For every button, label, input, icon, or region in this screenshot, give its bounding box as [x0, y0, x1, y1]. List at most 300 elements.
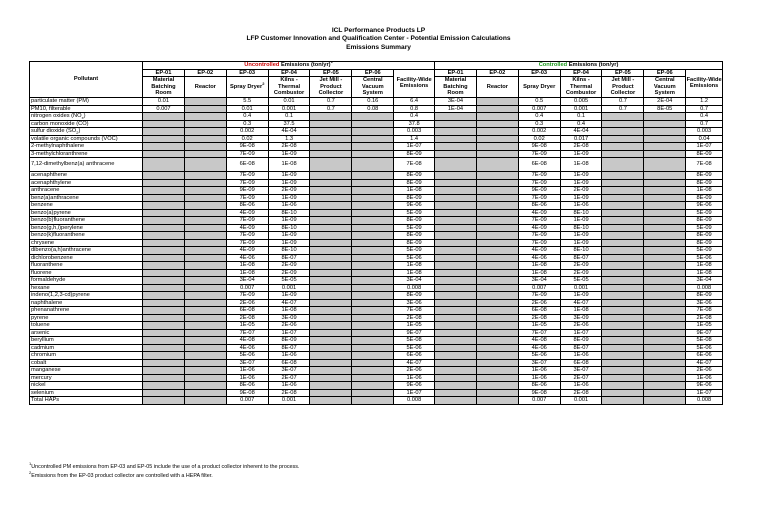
controlled-value-cell: [476, 262, 518, 270]
uncontrolled-value-cell: [143, 202, 185, 210]
uncontrolled-value-cell: [143, 299, 185, 307]
pollutant-name: toluene: [30, 322, 143, 330]
pollutant-name: pyrene: [30, 314, 143, 322]
uncontrolled-unit-code: EP-01: [143, 69, 185, 77]
uncontrolled-value-cell: 0.4: [394, 113, 435, 121]
controlled-value-cell: [476, 98, 518, 106]
controlled-value-cell: [644, 374, 686, 382]
uncontrolled-value-cell: [352, 322, 394, 330]
controlled-value-cell: 7E-07: [518, 329, 560, 337]
controlled-value-cell: [435, 202, 477, 210]
uncontrolled-value-cell: [310, 113, 352, 121]
controlled-value-cell: [602, 194, 644, 202]
uncontrolled-value-cell: 7E-09: [226, 150, 268, 158]
controlled-value-cell: [644, 209, 686, 217]
uncontrolled-value-cell: 0.001: [268, 397, 310, 405]
controlled-value-cell: [602, 352, 644, 360]
uncontrolled-value-cell: [143, 262, 185, 270]
uncontrolled-value-cell: 9E-08: [226, 389, 268, 397]
controlled-value-cell: [476, 307, 518, 315]
uncontrolled-value-cell: 5E-05: [268, 277, 310, 285]
uncontrolled-value-cell: 1E-09: [268, 239, 310, 247]
uncontrolled-value-cell: 1E-06: [268, 352, 310, 360]
uncontrolled-value-cell: 1.3: [268, 135, 310, 143]
controlled-value-cell: [602, 209, 644, 217]
uncontrolled-value-cell: 1E-06: [226, 374, 268, 382]
table-row: [30, 284, 723, 292]
controlled-value-cell: [644, 292, 686, 300]
uncontrolled-value-cell: 6E-08: [226, 158, 268, 172]
uncontrolled-value-cell: 3E-09: [268, 314, 310, 322]
uncontrolled-value-cell: 8E-09: [268, 337, 310, 345]
controlled-value-cell: 1E-06: [560, 202, 602, 210]
table-row: [30, 120, 723, 128]
controlled-value-cell: [435, 374, 477, 382]
uncontrolled-value-cell: 0.001: [268, 105, 310, 113]
uncontrolled-value-cell: [184, 247, 226, 255]
uncontrolled-value-cell: 8E-10: [268, 224, 310, 232]
controlled-value-cell: 8E-10: [560, 224, 602, 232]
controlled-value-cell: 0.7: [602, 98, 644, 106]
uncontrolled-value-cell: 0.001: [268, 284, 310, 292]
uncontrolled-value-cell: [143, 224, 185, 232]
controlled-value-cell: 6E-06: [686, 352, 723, 360]
uncontrolled-value-cell: [352, 120, 394, 128]
table-row: [30, 352, 723, 360]
controlled-value-cell: [476, 397, 518, 405]
controlled-value-cell: [476, 337, 518, 345]
uncontrolled-value-cell: 8E-09: [394, 217, 435, 225]
uncontrolled-value-cell: 3E-07: [268, 367, 310, 375]
pollutant-name: chromium: [30, 352, 143, 360]
uncontrolled-value-cell: 8E-09: [394, 194, 435, 202]
uncontrolled-value-cell: [352, 359, 394, 367]
controlled-value-cell: [476, 120, 518, 128]
controlled-value-cell: [644, 269, 686, 277]
uncontrolled-value-cell: [143, 135, 185, 143]
controlled-value-cell: [476, 247, 518, 255]
uncontrolled-value-cell: [310, 150, 352, 158]
pollutant-name: cobalt: [30, 359, 143, 367]
controlled-value-cell: [602, 150, 644, 158]
controlled-value-cell: 6E-08: [560, 359, 602, 367]
controlled-value-cell: 1E-08: [686, 187, 723, 195]
uncontrolled-value-cell: 8E-09: [394, 150, 435, 158]
controlled-value-cell: [476, 172, 518, 180]
controlled-value-cell: 0.4: [518, 113, 560, 121]
controlled-value-cell: 1E-09: [560, 179, 602, 187]
uncontrolled-value-cell: [310, 187, 352, 195]
uncontrolled-value-cell: 0.4: [226, 113, 268, 121]
pollutant-name: benzo(b)fluoranthene: [30, 217, 143, 225]
uncontrolled-value-cell: [310, 224, 352, 232]
controlled-value-cell: [435, 194, 477, 202]
uncontrolled-value-cell: 7E-09: [226, 179, 268, 187]
uncontrolled-value-cell: 3E-04: [226, 277, 268, 285]
uncontrolled-value-cell: [352, 172, 394, 180]
pollutant-name: naphthalene: [30, 299, 143, 307]
controlled-value-cell: 1E-05: [518, 322, 560, 330]
uncontrolled-value-cell: [352, 158, 394, 172]
controlled-group-header: [435, 62, 723, 70]
uncontrolled-value-cell: [352, 202, 394, 210]
uncontrolled-value-cell: 0.01: [143, 98, 185, 106]
uncontrolled-value-cell: [184, 202, 226, 210]
uncontrolled-value-cell: [352, 299, 394, 307]
pollutant-name: indeno(1,2,3-cd)pyrene: [30, 292, 143, 300]
uncontrolled-value-cell: [143, 397, 185, 405]
controlled-value-cell: 1E-09: [560, 194, 602, 202]
uncontrolled-value-cell: [310, 269, 352, 277]
controlled-value-cell: [644, 172, 686, 180]
uncontrolled-value-cell: [310, 344, 352, 352]
uncontrolled-value-cell: [143, 269, 185, 277]
controlled-unit-name: [560, 77, 602, 98]
controlled-value-cell: [644, 352, 686, 360]
uncontrolled-value-cell: [352, 262, 394, 270]
controlled-value-cell: 1E-06: [518, 374, 560, 382]
controlled-value-cell: 1E-09: [560, 232, 602, 240]
controlled-value-cell: 1E-06: [686, 374, 723, 382]
controlled-value-cell: [602, 359, 644, 367]
uncontrolled-value-cell: 0.008: [394, 284, 435, 292]
uncontrolled-value-cell: [310, 367, 352, 375]
table-row: [30, 344, 723, 352]
controlled-value-cell: 8E-09: [686, 179, 723, 187]
controlled-value-cell: [602, 389, 644, 397]
controlled-value-cell: [435, 337, 477, 345]
controlled-facility-wide-header: Facility-Wide Emissions: [686, 69, 723, 98]
uncontrolled-value-cell: 7E-09: [226, 292, 268, 300]
controlled-value-cell: 9E-06: [686, 202, 723, 210]
controlled-value-cell: [644, 299, 686, 307]
controlled-value-cell: 1E-08: [560, 307, 602, 315]
controlled-value-cell: [476, 217, 518, 225]
uncontrolled-value-cell: [184, 262, 226, 270]
controlled-value-cell: 8E-10: [560, 209, 602, 217]
controlled-value-cell: [602, 239, 644, 247]
uncontrolled-facility-wide-header: Facility-Wide Emissions: [394, 69, 435, 98]
uncontrolled-value-cell: 5E-06: [394, 344, 435, 352]
uncontrolled-value-cell: [143, 314, 185, 322]
controlled-value-cell: [602, 269, 644, 277]
pollutant-name: benzo(k)fluoranthene: [30, 232, 143, 240]
document-titles: [0, 27, 757, 52]
controlled-value-cell: [476, 113, 518, 121]
controlled-value-cell: 1.2: [686, 98, 723, 106]
controlled-value-cell: 0.007: [518, 397, 560, 405]
uncontrolled-value-cell: [143, 113, 185, 121]
uncontrolled-unit-name: [268, 77, 310, 98]
uncontrolled-value-cell: [184, 314, 226, 322]
subscript: x: [81, 115, 84, 120]
pollutant-name: dichlorobenzene: [30, 254, 143, 262]
unit-name-text: Spray Dryer: [523, 83, 556, 90]
controlled-value-cell: [602, 299, 644, 307]
pollutant-name: chrysene: [30, 239, 143, 247]
controlled-value-cell: [476, 202, 518, 210]
uncontrolled-value-cell: 4E-06: [226, 344, 268, 352]
controlled-value-cell: [435, 389, 477, 397]
table-row: [30, 397, 723, 405]
uncontrolled-value-cell: 7E-09: [226, 172, 268, 180]
table-row: [30, 105, 723, 113]
controlled-value-cell: 3E-09: [560, 314, 602, 322]
controlled-value-cell: 1E-08: [686, 262, 723, 270]
controlled-value-cell: 8E-05: [644, 105, 686, 113]
controlled-value-cell: 0.04: [686, 135, 723, 143]
uncontrolled-value-cell: [143, 128, 185, 136]
uncontrolled-value-cell: 0.008: [394, 397, 435, 405]
controlled-value-cell: [644, 262, 686, 270]
controlled-value-cell: 4E-04: [560, 128, 602, 136]
uncontrolled-value-cell: [352, 179, 394, 187]
uncontrolled-value-cell: [184, 322, 226, 330]
controlled-value-cell: [602, 113, 644, 121]
controlled-value-cell: [435, 217, 477, 225]
uncontrolled-value-cell: [143, 150, 185, 158]
emissions-table: [29, 61, 723, 405]
uncontrolled-value-cell: [310, 329, 352, 337]
controlled-value-cell: [602, 329, 644, 337]
uncontrolled-unit-name: [310, 77, 352, 98]
uncontrolled-value-cell: [352, 209, 394, 217]
controlled-value-cell: [435, 292, 477, 300]
controlled-value-cell: [644, 143, 686, 151]
uncontrolled-value-cell: 1E-09: [268, 194, 310, 202]
controlled-value-cell: [644, 389, 686, 397]
uncontrolled-value-cell: 8E-10: [268, 247, 310, 255]
controlled-value-cell: 7E-09: [518, 194, 560, 202]
controlled-value-cell: [435, 150, 477, 158]
table-row: [30, 239, 723, 247]
uncontrolled-value-cell: [352, 128, 394, 136]
uncontrolled-value-cell: 0.01: [226, 105, 268, 113]
controlled-value-cell: 8E-06: [518, 382, 560, 390]
uncontrolled-value-cell: [184, 135, 226, 143]
pollutant-name: arsenic: [30, 329, 143, 337]
uncontrolled-value-cell: [184, 217, 226, 225]
table-row: [30, 359, 723, 367]
controlled-value-cell: [602, 322, 644, 330]
uncontrolled-value-cell: [184, 389, 226, 397]
controlled-value-cell: [602, 262, 644, 270]
table-row: [30, 187, 723, 195]
controlled-value-cell: [476, 277, 518, 285]
uncontrolled-value-cell: [184, 113, 226, 121]
table-row: [30, 367, 723, 375]
uncontrolled-value-cell: [184, 344, 226, 352]
controlled-value-cell: 0.007: [518, 284, 560, 292]
controlled-value-cell: 1E-06: [518, 367, 560, 375]
controlled-value-cell: 5E-09: [686, 209, 723, 217]
controlled-unit-code: EP-02: [476, 69, 518, 77]
uncontrolled-value-cell: [352, 247, 394, 255]
pollutant-name: selenium: [30, 389, 143, 397]
table-row: [30, 158, 723, 172]
company-name: ICL Performance Products LP: [331, 27, 426, 34]
table-row: [30, 389, 723, 397]
uncontrolled-value-cell: [310, 232, 352, 240]
controlled-value-cell: [435, 359, 477, 367]
controlled-value-cell: [602, 187, 644, 195]
uncontrolled-value-cell: [184, 329, 226, 337]
uncontrolled-value-cell: [184, 292, 226, 300]
table-row: [30, 292, 723, 300]
uncontrolled-value-cell: [310, 239, 352, 247]
controlled-value-cell: [435, 299, 477, 307]
footnote-2: [29, 470, 213, 480]
unit-name-text: Reactor: [486, 83, 508, 90]
controlled-value-cell: 1E-07: [686, 143, 723, 151]
controlled-value-cell: 1E-08: [686, 269, 723, 277]
controlled-value-cell: [602, 179, 644, 187]
controlled-value-cell: [602, 374, 644, 382]
uncontrolled-value-cell: [310, 389, 352, 397]
pollutant-name: manganese: [30, 367, 143, 375]
uncontrolled-value-cell: 0.16: [352, 98, 394, 106]
table-row: [30, 209, 723, 217]
uncontrolled-value-cell: [352, 382, 394, 390]
controlled-value-cell: [644, 113, 686, 121]
controlled-value-cell: [476, 359, 518, 367]
uncontrolled-value-cell: [310, 397, 352, 405]
table-row: [30, 314, 723, 322]
controlled-value-cell: [602, 254, 644, 262]
controlled-value-cell: [644, 150, 686, 158]
uncontrolled-value-cell: [184, 98, 226, 106]
uncontrolled-value-cell: [352, 113, 394, 121]
controlled-value-cell: [476, 269, 518, 277]
pollutant-name: acenaphthylene: [30, 179, 143, 187]
controlled-value-cell: [476, 232, 518, 240]
uncontrolled-value-cell: [184, 367, 226, 375]
uncontrolled-value-cell: 7E-07: [226, 329, 268, 337]
uncontrolled-value-cell: [352, 367, 394, 375]
footnote-2-text: Emissions from the EP-03 product collector are controlled with a HEPA filter.: [31, 473, 213, 479]
controlled-value-cell: [435, 254, 477, 262]
uncontrolled-value-cell: [143, 187, 185, 195]
pollutant-name: anthracene: [30, 187, 143, 195]
uncontrolled-value-cell: 2E-08: [394, 314, 435, 322]
uncontrolled-value-cell: [352, 314, 394, 322]
controlled-value-cell: [644, 187, 686, 195]
controlled-value-cell: [435, 172, 477, 180]
controlled-value-cell: 7E-09: [518, 217, 560, 225]
uncontrolled-value-cell: 6E-08: [226, 307, 268, 315]
uncontrolled-value-cell: [143, 359, 185, 367]
uncontrolled-value-cell: 8E-09: [394, 172, 435, 180]
controlled-value-cell: 9E-06: [686, 382, 723, 390]
uncontrolled-value-cell: [310, 322, 352, 330]
uncontrolled-value-cell: [184, 194, 226, 202]
uncontrolled-value-cell: [310, 262, 352, 270]
controlled-value-cell: [476, 209, 518, 217]
uncontrolled-value-cell: [184, 337, 226, 345]
unit-name-text: Central Vacuum System: [361, 77, 384, 97]
uncontrolled-value-cell: [352, 292, 394, 300]
controlled-value-cell: [602, 158, 644, 172]
controlled-value-cell: [602, 337, 644, 345]
controlled-value-cell: [435, 187, 477, 195]
uncontrolled-value-cell: [352, 269, 394, 277]
controlled-value-cell: 5E-09: [686, 224, 723, 232]
uncontrolled-value-cell: [310, 194, 352, 202]
table-row: [30, 179, 723, 187]
uncontrolled-value-cell: 2E-09: [268, 269, 310, 277]
unit-name-text: Central Vacuum System: [653, 77, 676, 97]
controlled-value-cell: [644, 337, 686, 345]
controlled-value-cell: [602, 217, 644, 225]
uncontrolled-value-cell: 1E-05: [226, 322, 268, 330]
uncontrolled-value-cell: [352, 329, 394, 337]
controlled-value-cell: [435, 382, 477, 390]
uncontrolled-value-cell: [184, 232, 226, 240]
controlled-value-cell: [476, 292, 518, 300]
uncontrolled-value-cell: 5E-08: [394, 337, 435, 345]
controlled-value-cell: 2E-06: [560, 322, 602, 330]
controlled-value-cell: [644, 277, 686, 285]
uncontrolled-value-cell: [310, 120, 352, 128]
table-row: [30, 98, 723, 106]
uncontrolled-value-cell: 5E-09: [394, 209, 435, 217]
controlled-value-cell: 1E-08: [560, 158, 602, 172]
controlled-value-cell: 5E-05: [560, 277, 602, 285]
controlled-value-cell: 8E-10: [560, 247, 602, 255]
controlled-value-cell: 1E-07: [686, 389, 723, 397]
uncontrolled-value-cell: [184, 269, 226, 277]
uncontrolled-value-cell: 2E-08: [226, 314, 268, 322]
table-row: [30, 337, 723, 345]
uncontrolled-value-cell: 1E-09: [268, 150, 310, 158]
controlled-value-cell: 4E-06: [518, 344, 560, 352]
pollutant-name: 3-methylchloranthrene: [30, 150, 143, 158]
uncontrolled-value-cell: [143, 292, 185, 300]
controlled-value-cell: 0.005: [560, 98, 602, 106]
controlled-unit-name: [518, 77, 560, 98]
controlled-value-cell: [644, 179, 686, 187]
controlled-value-cell: 8E-09: [686, 150, 723, 158]
controlled-value-cell: [644, 397, 686, 405]
controlled-value-cell: [602, 135, 644, 143]
uncontrolled-value-cell: [352, 232, 394, 240]
uncontrolled-value-cell: [310, 158, 352, 172]
controlled-value-cell: 4E-07: [686, 359, 723, 367]
table-row: [30, 113, 723, 121]
pollutant-name: sulfur dioxide $(SO_2)$: [30, 128, 143, 136]
controlled-value-cell: [435, 277, 477, 285]
uncontrolled-word: Uncontrolled: [244, 62, 280, 68]
uncontrolled-value-cell: [184, 128, 226, 136]
uncontrolled-value-cell: [184, 143, 226, 151]
controlled-value-cell: [476, 367, 518, 375]
uncontrolled-value-cell: 1.4: [394, 135, 435, 143]
table-row: [30, 262, 723, 270]
controlled-value-cell: 2E-09: [560, 269, 602, 277]
uncontrolled-value-cell: [143, 254, 185, 262]
controlled-unit-name: [435, 77, 477, 98]
uncontrolled-unit-name: [184, 77, 226, 98]
uncontrolled-value-cell: [184, 352, 226, 360]
uncontrolled-value-cell: 1E-05: [394, 322, 435, 330]
controlled-value-cell: [476, 314, 518, 322]
controlled-value-cell: [476, 322, 518, 330]
controlled-value-cell: 1E-08: [518, 262, 560, 270]
uncontrolled-value-cell: 1E-06: [226, 367, 268, 375]
controlled-value-cell: [602, 397, 644, 405]
uncontrolled-value-cell: [184, 382, 226, 390]
controlled-value-cell: [602, 224, 644, 232]
